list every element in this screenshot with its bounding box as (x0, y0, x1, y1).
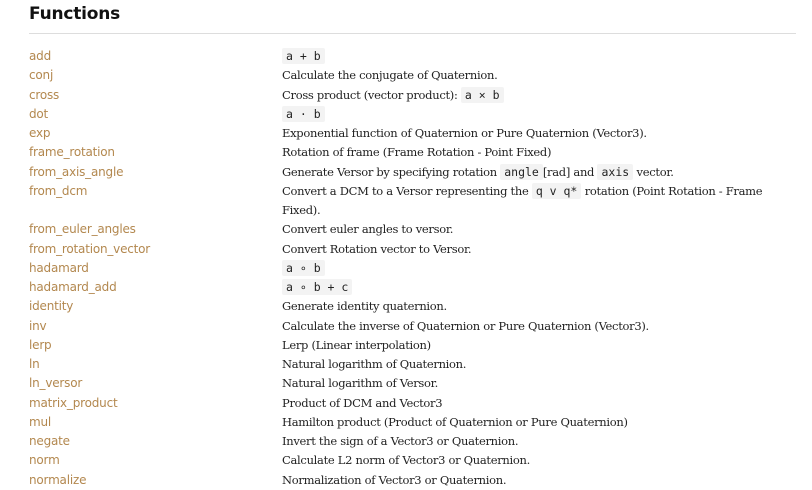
description-text: Natural logarithm of Quaternion. (282, 357, 467, 371)
function-description (282, 105, 799, 124)
function-row (29, 317, 799, 336)
description-text: Rotation of frame (Frame Rotation - Point Fixed) (282, 145, 552, 160)
function-row (29, 278, 799, 297)
function-row (29, 143, 799, 162)
description-text: Calculate the conjugate of Quaternion. (282, 68, 498, 83)
function-row (29, 86, 799, 105)
function-row (29, 220, 799, 239)
function-row (29, 374, 799, 393)
description-text: Cross product (vector product): (282, 87, 461, 102)
function-description (282, 432, 799, 451)
function-link-dot[interactable]: dot (29, 106, 49, 121)
description-text: Convert euler angles to versor. (282, 222, 454, 237)
description-text: Invert the sign of a Vector3 or Quaternion. (282, 434, 519, 448)
function-row (29, 182, 799, 221)
functions-list (29, 47, 799, 490)
function-description (282, 451, 799, 470)
inline-code: a + b (282, 48, 325, 64)
inline-code: a ∘ b + c (282, 279, 352, 295)
description-text: Exponential function of Quaternion or Pure Quaternion (Vector3). (282, 126, 647, 140)
function-row (29, 451, 799, 470)
function-link-from-euler-angles[interactable]: from_euler_angles (29, 222, 136, 237)
function-row (29, 413, 799, 432)
function-link-inv[interactable]: inv (29, 318, 47, 333)
function-row (29, 124, 799, 143)
function-link-from-axis-angle[interactable]: from_axis_angle (29, 164, 124, 179)
description-text: Convert Rotation vector to Versor. (282, 241, 472, 256)
function-link-lerp[interactable]: lerp (29, 337, 52, 352)
function-link-exp[interactable]: exp (29, 126, 51, 140)
function-row (29, 355, 799, 374)
inline-code: q v q* (532, 183, 582, 199)
function-description (282, 374, 799, 393)
function-description (282, 394, 799, 413)
function-description (282, 143, 799, 162)
function-description (282, 163, 799, 182)
function-description (282, 182, 799, 221)
function-description (282, 240, 799, 259)
function-description (282, 413, 799, 432)
inline-code: axis (597, 164, 633, 180)
function-description (282, 220, 799, 239)
function-description (282, 297, 799, 316)
function-link-from-dcm[interactable]: from_dcm (29, 183, 88, 198)
heading-divider (29, 33, 796, 34)
function-row (29, 163, 799, 182)
function-link-identity[interactable]: identity (29, 299, 74, 314)
inline-code: a ∘ b (282, 260, 325, 276)
function-row (29, 259, 799, 278)
function-row (29, 240, 799, 259)
description-text: Calculate the inverse of Quaternion or Pure Quaternion (Vector3). (282, 318, 649, 333)
function-link-matrix-product[interactable]: matrix_product (29, 395, 118, 410)
section-heading: Functions (29, 4, 121, 24)
function-description (282, 317, 799, 336)
function-link-normalize[interactable]: normalize (29, 472, 87, 487)
function-link-add[interactable]: add (29, 49, 51, 63)
function-row (29, 66, 799, 85)
function-link-norm[interactable]: norm (29, 453, 60, 468)
function-link-conj[interactable]: conj (29, 68, 54, 83)
function-link-hadamard[interactable]: hadamard (29, 260, 89, 275)
description-text: rotation (Point Rotation - Frame Fixed). (282, 183, 763, 217)
description-text: [rad] and (542, 164, 598, 179)
function-description (282, 259, 799, 278)
function-description (282, 278, 799, 297)
function-description (282, 336, 799, 355)
function-row (29, 471, 799, 490)
function-link-cross[interactable]: cross (29, 87, 60, 102)
function-link-negate[interactable]: negate (29, 434, 70, 448)
inline-code: a · b (282, 106, 325, 122)
description-text: Normalization of Vector3 or Quaternion. (282, 472, 507, 487)
function-description (282, 471, 799, 490)
function-link-mul[interactable]: mul (29, 414, 52, 429)
function-description (282, 47, 799, 66)
function-row (29, 432, 799, 451)
function-description (282, 86, 799, 105)
description-text: Generate identity quaternion. (282, 299, 447, 314)
description-text: vector. (633, 164, 674, 179)
function-row (29, 297, 799, 316)
function-row (29, 394, 799, 413)
description-text: Product of DCM and Vector3 (282, 395, 443, 410)
inline-code: a × b (461, 87, 504, 103)
function-link-hadamard-add[interactable]: hadamard_add (29, 280, 117, 294)
description-text: Generate Versor by specifying rotation (282, 164, 501, 179)
function-description (282, 66, 799, 85)
function-row (29, 47, 799, 66)
description-text: Calculate L2 norm of Vector3 or Quaternion. (282, 453, 531, 468)
function-link-ln-versor[interactable]: ln_versor (29, 376, 83, 391)
function-link-from-rotation-vector[interactable]: from_rotation_vector (29, 241, 151, 256)
function-description (282, 355, 799, 374)
description-text: Natural logarithm of Versor. (282, 376, 438, 391)
description-text: Lerp (Linear interpolation) (282, 337, 431, 352)
description-text: Hamilton product (Product of Quaternion or Pure Quaternion) (282, 414, 628, 429)
inline-code: angle (500, 164, 543, 180)
description-text: Convert a DCM to a Versor representing the (282, 183, 532, 198)
function-link-frame-rotation[interactable]: frame_rotation (29, 145, 115, 160)
function-row (29, 336, 799, 355)
function-row (29, 105, 799, 124)
function-description (282, 124, 799, 143)
function-link-ln[interactable]: ln (29, 357, 40, 371)
